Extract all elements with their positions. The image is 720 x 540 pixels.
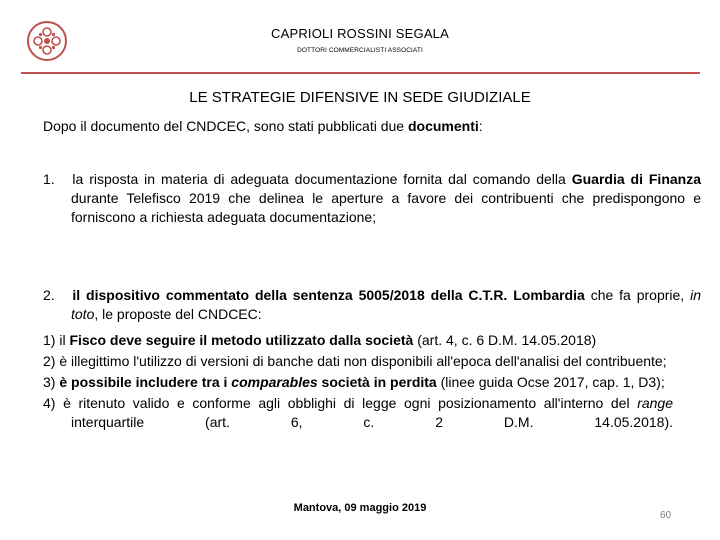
sub-item-2: 2) è illegittimo l'utilizzo di versioni di banche dati non disponibili all'epoca dell'analisi del contribuente; — [43, 353, 667, 369]
page-number: 60 — [660, 510, 672, 521]
list-item-sentenza: 2. il dispositivo commentato della sentenza 5005/2018 della C.T.R. Lombardia che fa proprie, in toto, le proposte del CNDCEC: — [43, 287, 701, 322]
intro-paragraph: Dopo il documento del CNDCEC, sono stati pubblicati due documenti: — [43, 118, 483, 134]
slide-title: LE STRATEGIE DIFENSIVE IN SEDE GIUDIZIALE — [189, 89, 531, 106]
header-divider — [21, 72, 700, 74]
footer-date: Mantova, 09 maggio 2019 — [293, 502, 427, 514]
firm-subtitle: DOTTORI COMMERCIALISTI ASSOCIATI — [297, 47, 423, 54]
firm-name: CAPRIOLI ROSSINI SEGALA — [271, 26, 449, 41]
list-item-guardia-di-finanza: 1. la risposta in materia di adeguata documentazione fornita dal comando della Guardia di Finanza durante Telefisco 2019 che delinea le aperture a favore dei contribuenti che predispongono e forniscono a richiesta adeguata documentazione; — [43, 171, 701, 225]
sub-item-1: 1) il Fisco deve seguire il metodo utilizzato dalla società (art. 4, c. 6 D.M. 14.05.2018) — [43, 332, 597, 348]
sub-item-3: 3) è possibile includere tra i comparables società in perdita (linee guida Ocse 2017, cap. 1, D3); — [43, 374, 665, 390]
sub-item-4: 4) è ritenuto valido e conforme agli obblighi di legge ogni posizionamento all'interno del range interquartile (art. 6, c. 2 D.M. 14.05.2018). — [43, 395, 673, 430]
sub-item-list — [43, 331, 673, 434]
